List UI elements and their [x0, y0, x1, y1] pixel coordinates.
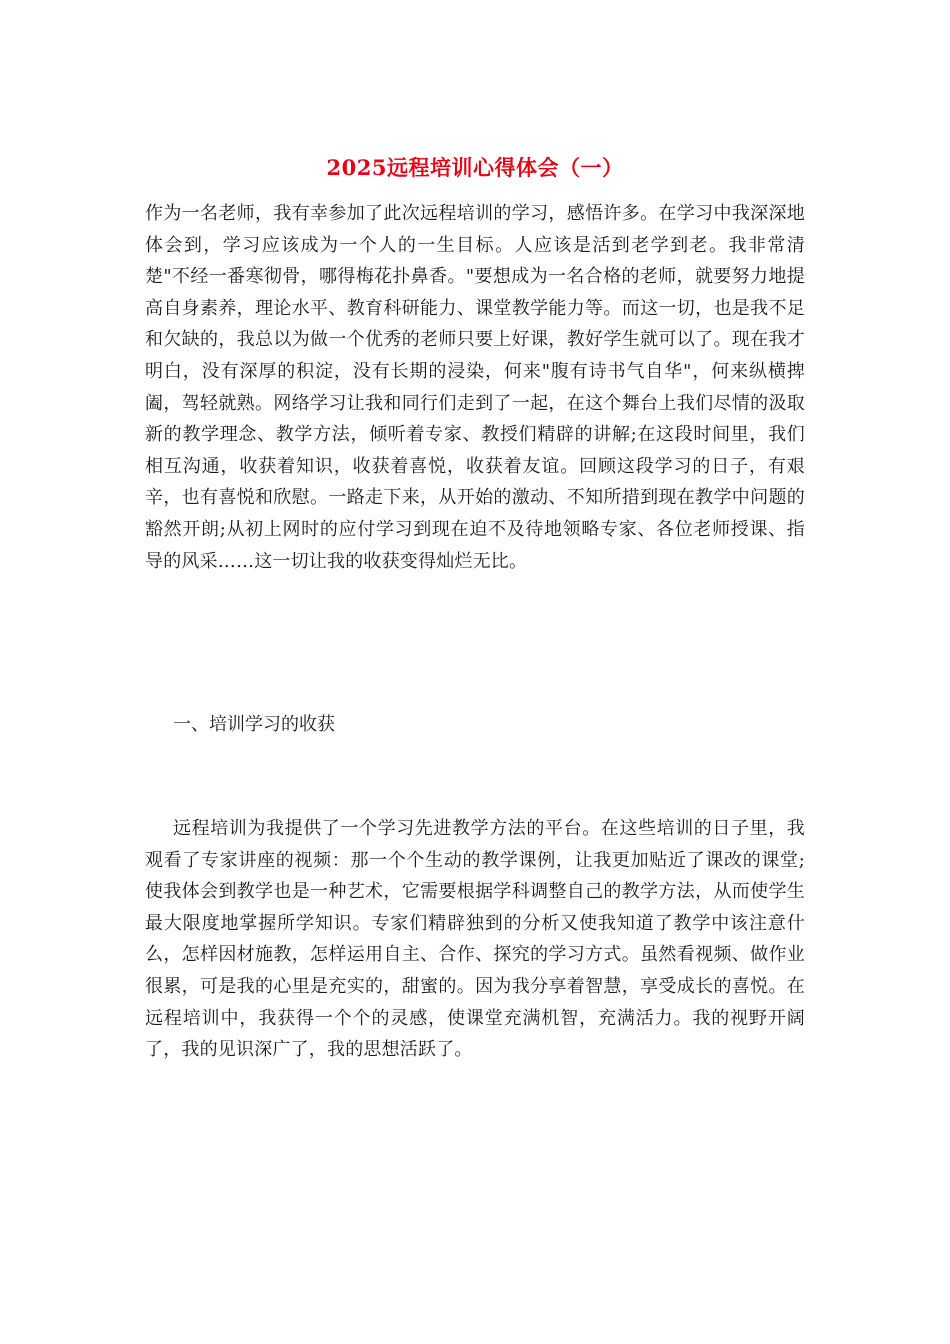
- intro-paragraph: 作为一名老师，我有幸参加了此次远程培训的学习，感悟许多。在学习中我深深地体会到，学习应该成为一个人的一生目标。人应该是活到老学到老。我非常清楚"不经一番寒彻骨，哪得梅花扑鼻香。"要想成为一名合格的老师，就要努力地提高自身素养，理论水平、教育科研能力、课堂教学能力等。而这一切，也是我不足和欠缺的，我总以为做一个优秀的老师只要上好课，教好学生就可以了。现在我才明白，没有深厚的积淀，没有长期的浸染，何来"腹有诗书气自华"，何来纵横捭阖，驾轻就熟。网络学习让我和同行们走到了一起，在这个舞台上我们尽情的汲取新的教学理念、教学方法，倾听着专家、教授们精辟的讲解;在这段时间里，我们相互沟通，收获着知识，收获着喜悦，收获着友谊。回顾这段学习的日子，有艰辛，也有喜悦和欣慰。一路走下来，从开始的激动、不知所措到现在教学中问题的豁然开朗;从初上网时的应付学习到现在迫不及待地领略专家、各位老师授课、指导的风采……这一切让我的收获变得灿烂无比。: [145, 203, 805, 572]
- document-title: 2025远程培训心得体会（一）: [326, 155, 624, 180]
- section-heading: 一、培训学习的收获: [173, 714, 335, 735]
- harvest-paragraph: 远程培训为我提供了一个学习先进教学方法的平台。在这些培训的日子里，我观看了专家讲座的视频：那一个个生动的教学课例，让我更加贴近了课改的课堂;使我体会到教学也是一种艺术，它需要根据学科调整自己的教学方法，从而使学生最大限度地掌握所学知识。专家们精辟独到的分析又使我知道了教学中该注意什么，怎样因材施教，怎样运用自主、合作、探究的学习方式。虽然看视频、做作业很累，可是我的心里是充实的，甜蜜的。因为我分享着智慧，享受成长的喜悦。在远程培训中，我获得一个个的灵感，使课堂充满机智，充满活力。我的视野开阔了，我的见识深广了，我的思想活跃了。: [145, 818, 805, 1061]
